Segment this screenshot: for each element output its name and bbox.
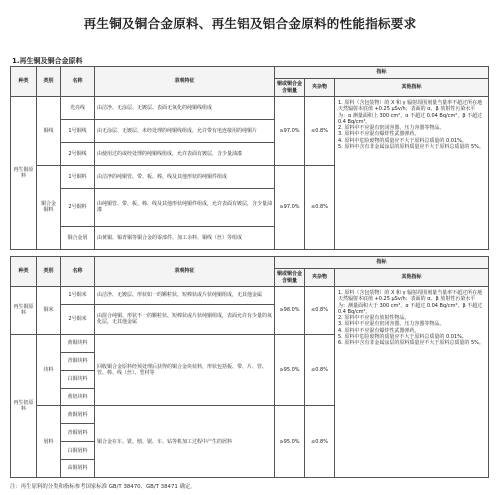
impurity-cell: ≤0.8% — [305, 97, 335, 166]
content-cell: ≥98.0% — [275, 287, 305, 335]
name-cell: 2号铜料 — [61, 188, 95, 226]
other-notes-cell — [335, 287, 489, 478]
name-cell: 白铜块料 — [61, 370, 95, 388]
content-cell: ≥97.0% — [275, 97, 305, 166]
desc-cell: 由黄铜、锡青铜等铜合金的零部件、加工余料、铜线（丝）等组成 — [95, 227, 275, 250]
desc-cell: 由洁净的纯铜管、带、板、棒、线及其他形状的纯铜件组成 — [95, 165, 275, 188]
col-other: 其他指标 — [335, 79, 489, 97]
name-cell: 1号铜线 — [61, 119, 95, 142]
name-cell: 黄铜屑料 — [61, 406, 95, 424]
name-cell: 1号铜米 — [61, 287, 95, 305]
category-cell: 屑料 — [37, 406, 61, 478]
note-line: 4. 原料中不应混有爆炸性武器弹药。 — [338, 327, 420, 334]
name-cell: 青铜块料 — [61, 352, 95, 370]
desc-cell: 由使用过的或经处理的纯铜线组成，允许表面有镀层，含少量油漆 — [95, 142, 275, 165]
note-line: 1. 原料（含包装物）的 X 和 γ 辐射周围剂量当量率不超过所在地天然辐射本底值 +0.25 μSv/h；表面的 α、β 放射性污染水平为：α 测量面积上 300 cm²，α 不超过 0.04 Bq/cm²，β 不超过 0.4 Bq/cm²。 — [338, 100, 483, 125]
col-name: 名称 — [61, 257, 95, 287]
name-cell: 高铜屑料 — [61, 460, 95, 478]
impurity-cell: ≤0.8% — [305, 287, 335, 335]
note-line: 5. 原料中含有非金属涂层的原料质量应不大于原料总质量的 5%。 — [338, 143, 484, 150]
col-kind: 种类 — [11, 257, 37, 287]
impurity-cell: ≤0.8% — [305, 406, 335, 478]
name-cell: 黄铜块料 — [61, 334, 95, 352]
note-line: 2. 原料中不应混有放射性物品。 — [338, 315, 410, 321]
col-copper-content: 铜或铜合金含铜量 — [275, 269, 305, 287]
footnote: 注：再生原料的分类和指标参考国家标准 GB/T 38470、GB/T 38471 确定。 — [10, 484, 196, 490]
col-category: 类别 — [37, 257, 61, 287]
col-kind: 种类 — [11, 67, 37, 97]
kind-cell: 再生铜原料 — [11, 97, 37, 250]
content-cell: ≥95.0% — [275, 406, 305, 478]
name-cell: 2号铜线 — [61, 142, 95, 165]
kind-cell: 再生铜原料 — [11, 287, 37, 335]
impurity-cell: ≤0.8% — [305, 334, 335, 406]
name-cell: 青铜屑料 — [61, 424, 95, 442]
col-impurity: 夹杂物 — [305, 269, 335, 287]
name-cell: 黄铝块料 — [61, 388, 95, 406]
note-line: 5. 原料中危险废物的质量应不大于原料总质量的 0.01%。 — [338, 333, 467, 340]
content-cell: ≥97.0% — [275, 165, 305, 249]
col-indicators: 指标 — [275, 67, 489, 79]
note-line: 4. 原料中危险废物的质量应不大于原料总质量的 0.01%。 — [338, 137, 467, 144]
desc-cell: 由混合纯铜、形状不一的颗粒状、短棒状或片状纯铜组成，表面允许有少量的氧化层，无其他金属 — [95, 304, 275, 334]
col-impurity: 夹杂物 — [305, 79, 335, 97]
desc-cell: 由洁净、无涂层、无镀层、表面无氧化的纯铜线组成 — [95, 97, 275, 120]
kind-cell: 再生铝原料 — [11, 334, 37, 477]
col-other: 其他指标 — [335, 269, 489, 287]
name-cell: 光亮线 — [61, 97, 95, 120]
page-title: 再生铜及铜合金原料、再生铝及铝合金原料的性能指标要求 — [83, 16, 417, 31]
col-appearance: 表观特征 — [95, 67, 275, 97]
col-category: 类别 — [37, 67, 61, 97]
desc-cell: 由洁净、无镀层、形状如一的颗粒状、短棒状或片状纯铜组成，无其他金属 — [95, 287, 275, 305]
category-cell: 铜合金铜料 — [37, 165, 61, 249]
col-name: 名称 — [61, 67, 95, 97]
category-cell: 铜米 — [37, 287, 61, 335]
recycled-material-table — [10, 256, 489, 478]
copper-raw-material-table — [10, 66, 489, 250]
desc-cell: 回收铜合金原料经预处理后获得的铜合金块状料，形状包括板、带、片、管、管、棒、线（丝）、型材等 — [95, 334, 275, 406]
col-indicators: 指标 — [275, 257, 489, 269]
desc-cell: 由无涂层、无镀层、未经处理的纯铜线组成，允许带有电连接用的纯铜片 — [95, 119, 275, 142]
content-cell: ≥95.0% — [275, 334, 305, 406]
category-cell: 铜线 — [37, 97, 61, 166]
desc-cell: 由纯铜管、带、板、棒、线及其他形状纯铜件组成，允许表面有镀层，含少量油漆 — [95, 188, 275, 226]
name-cell: 2号铜米 — [61, 304, 95, 334]
note-line: 3. 原料中不应混有密闭容器、压力容器等物品。 — [338, 321, 445, 328]
desc-cell: 铜合金在车、铣、刨、锯、车、钻等机加工过程中产生的屑料 — [95, 406, 275, 478]
name-cell: 1号铜料 — [61, 165, 95, 188]
name-cell: 白铜屑料 — [61, 442, 95, 460]
col-copper-content: 铜或铜合金含铜量 — [275, 79, 305, 97]
col-appearance: 表观特征 — [95, 257, 275, 287]
category-cell: 块料 — [37, 334, 61, 406]
note-line: 2. 原料中不应混有密闭容器、压力容器等物品。 — [338, 125, 445, 131]
note-line: 3. 原料中不应混有爆炸性武器弹药。 — [338, 131, 420, 138]
section-heading: 1.再生铜及铜合金原料 — [12, 57, 83, 65]
other-notes-cell — [335, 97, 489, 250]
name-cell: 铜合金屑 — [61, 227, 95, 250]
note-line: 1. 原料（含包装物）的 X 和 γ 辐射周围剂量当量率不超过所在地天然辐射本底值 +0.25 μSv/h；表面的 α、β 放射性污染水平为：测量面积大于 300 cm²，α 不超过 0.04 Bq/cm²，β 不超过 0.4 Bq/cm²。 — [338, 290, 483, 315]
impurity-cell: ≤0.8% — [305, 165, 335, 249]
note-line: 6. 原料中含有非金属涂层的原料质量应不大于原料总质量的 5%。 — [338, 340, 484, 346]
